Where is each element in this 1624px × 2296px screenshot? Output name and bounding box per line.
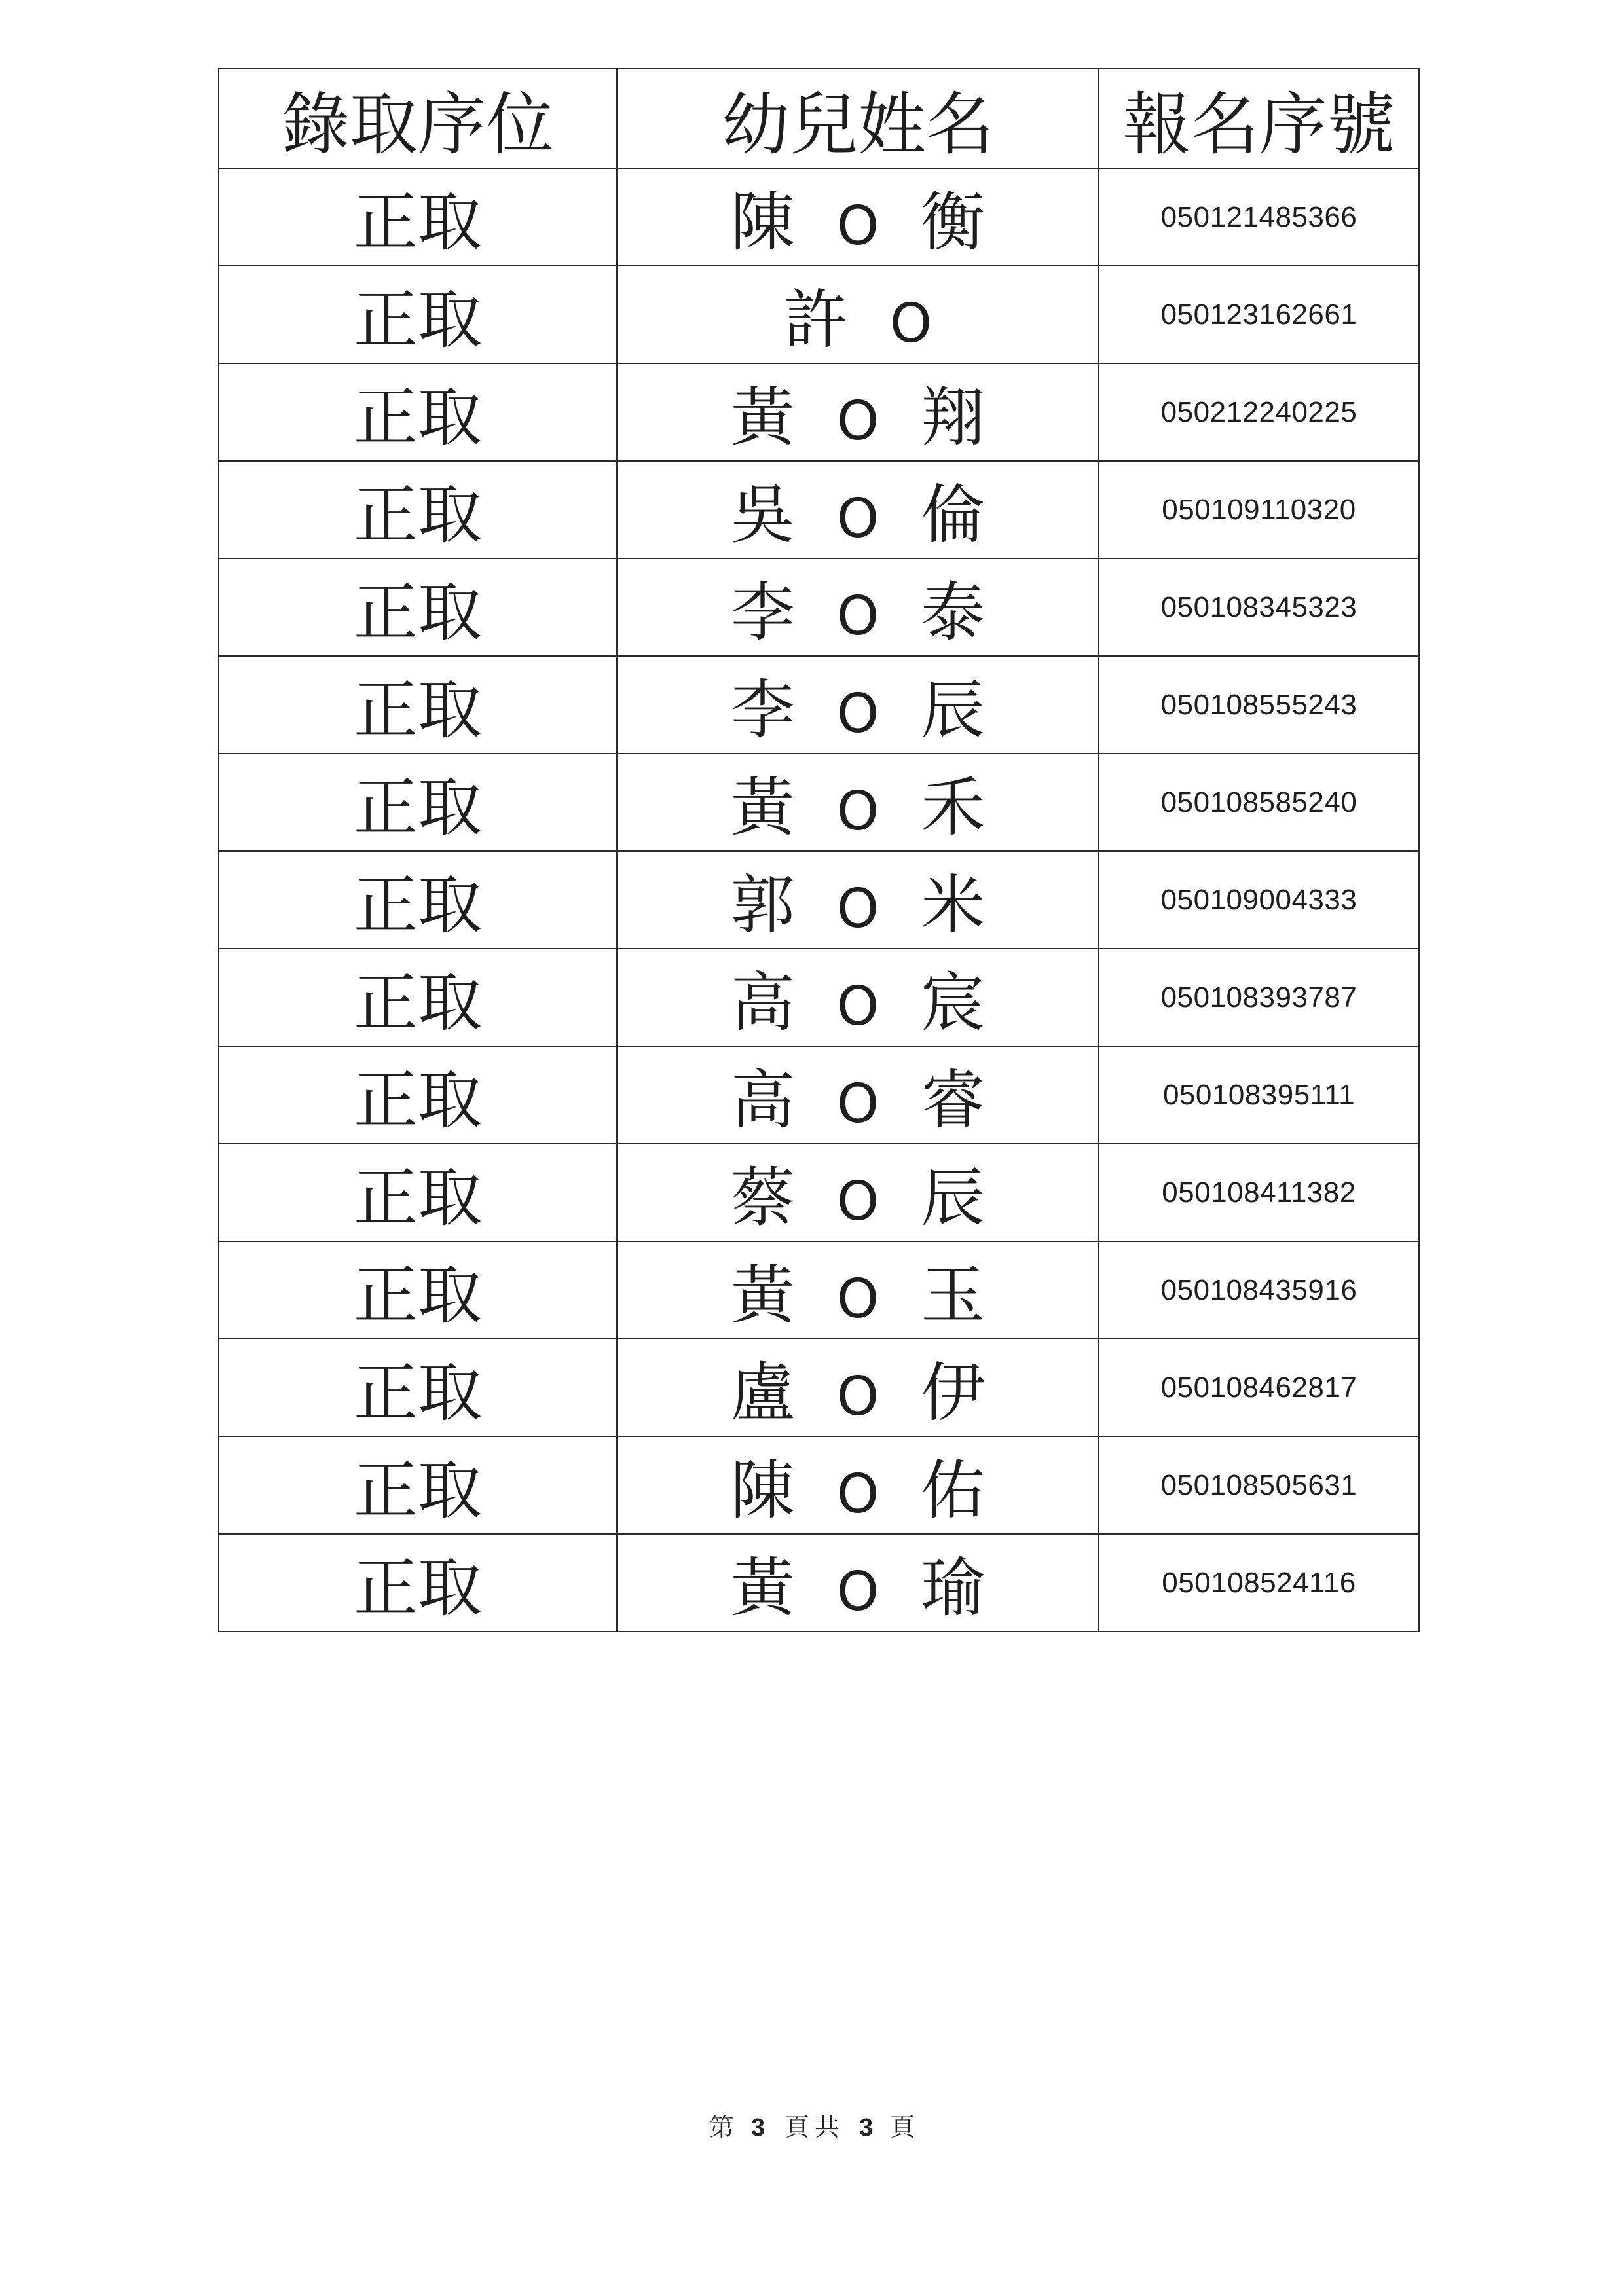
footer-page-number: 3	[750, 2114, 765, 2141]
registration-number-cell: 050109004333	[1099, 851, 1419, 949]
admission-rank-cell: 正取	[219, 1046, 617, 1144]
table-row	[219, 1436, 1419, 1534]
registration-number-cell: 050108435916	[1099, 1241, 1419, 1339]
child-given-name: 瑜	[921, 1551, 986, 1626]
child-given-name: 禾	[921, 771, 986, 845]
child-name-cell	[617, 1144, 1099, 1241]
child-name-cell	[617, 461, 1099, 558]
child-given-name: 翔	[921, 380, 986, 455]
child-name-mask: O	[836, 1171, 879, 1233]
child-name-mask: O	[836, 195, 879, 257]
child-name-mask: O	[836, 1073, 879, 1135]
child-given-name: 泰	[921, 575, 986, 650]
table-row	[219, 754, 1419, 851]
admission-rank-cell: 正取	[219, 656, 617, 754]
child-name-mask: O	[836, 683, 879, 745]
child-surname: 郭	[730, 868, 795, 943]
child-name-cell	[617, 1436, 1099, 1534]
child-surname: 李	[730, 575, 795, 650]
registration-number-cell: 050108555243	[1099, 656, 1419, 754]
table-row	[219, 1339, 1419, 1436]
table-row	[219, 363, 1419, 461]
child-name-cell	[617, 1534, 1099, 1631]
child-name-cell	[617, 363, 1099, 461]
child-given-name: 伊	[921, 1356, 986, 1430]
registration-number-cell: 050108411382	[1099, 1144, 1419, 1241]
registration-number-cell: 050108345323	[1099, 558, 1419, 656]
registration-number-cell: 050108393787	[1099, 949, 1419, 1046]
child-surname: 李	[730, 673, 795, 748]
admission-rank-cell: 正取	[219, 266, 617, 363]
registration-number-cell: 050109110320	[1099, 461, 1419, 558]
footer-total-pages: 3	[859, 2114, 874, 2141]
child-surname: 黃	[730, 771, 795, 845]
footer-prefix: 第	[709, 2113, 734, 2141]
table-row	[219, 266, 1419, 363]
child-surname: 黃	[730, 1258, 795, 1333]
child-given-name: 衡	[921, 185, 986, 260]
child-given-name: 倫	[921, 478, 986, 553]
registration-number-cell: 050108395111	[1099, 1046, 1419, 1144]
header-admission-rank: 錄取序位	[219, 69, 617, 168]
registration-number-cell: 050123162661	[1099, 266, 1419, 363]
child-surname: 高	[730, 1063, 795, 1138]
table-row	[219, 949, 1419, 1046]
child-name-cell	[617, 949, 1099, 1046]
table-row	[219, 1241, 1419, 1339]
registration-number-cell: 050108524116	[1099, 1534, 1419, 1631]
child-name-mask: O	[836, 585, 879, 647]
admission-rank-cell: 正取	[219, 168, 617, 266]
child-surname: 蔡	[730, 1161, 795, 1235]
footer-page-word: 頁	[784, 2113, 809, 2141]
child-given-name: 玉	[921, 1258, 986, 1333]
table-row	[219, 851, 1419, 949]
registration-number-cell: 050108505631	[1099, 1436, 1419, 1534]
table-row	[219, 1534, 1419, 1631]
table-row	[219, 656, 1419, 754]
admission-rank-cell: 正取	[219, 1339, 617, 1436]
child-surname: 吳	[730, 478, 795, 553]
child-name-mask: O	[889, 293, 932, 355]
child-given-name: 米	[921, 868, 986, 943]
admission-table	[218, 68, 1420, 1632]
child-name-mask: O	[836, 1463, 879, 1525]
child-given-name: 辰	[921, 673, 986, 748]
admission-rank-cell: 正取	[219, 1436, 617, 1534]
admission-rank-cell: 正取	[219, 363, 617, 461]
admission-rank-cell: 正取	[219, 558, 617, 656]
child-name-cell	[617, 656, 1099, 754]
child-name-mask: O	[836, 975, 879, 1038]
footer-total-word: 共	[815, 2113, 840, 2141]
admission-rank-cell: 正取	[219, 851, 617, 949]
child-name-cell	[617, 168, 1099, 266]
child-surname: 黃	[730, 1551, 795, 1626]
child-name-cell	[617, 266, 1099, 363]
child-surname: 陳	[730, 185, 795, 260]
child-name-mask: O	[836, 780, 879, 843]
table-body	[219, 168, 1419, 1631]
child-name-cell	[617, 851, 1099, 949]
footer-suffix: 頁	[890, 2113, 915, 2141]
admission-rank-cell: 正取	[219, 754, 617, 851]
child-name-cell	[617, 1339, 1099, 1436]
registration-number-cell: 050212240225	[1099, 363, 1419, 461]
table-row	[219, 1046, 1419, 1144]
child-given-name: 宸	[921, 966, 986, 1040]
child-given-name: 辰	[921, 1161, 986, 1235]
child-name-mask: O	[836, 1366, 879, 1428]
registration-number-cell: 050121485366	[1099, 168, 1419, 266]
child-surname: 高	[730, 966, 795, 1040]
child-given-name: 睿	[921, 1063, 986, 1138]
admission-rank-cell: 正取	[219, 461, 617, 558]
child-surname: 黃	[730, 380, 795, 455]
admission-rank-cell: 正取	[219, 1241, 617, 1339]
child-surname: 陳	[730, 1453, 795, 1528]
table-header-row	[219, 69, 1419, 168]
child-name-mask: O	[836, 878, 879, 940]
registration-number-cell: 050108585240	[1099, 754, 1419, 851]
table-row	[219, 461, 1419, 558]
table-row	[219, 168, 1419, 266]
child-name-mask: O	[836, 390, 879, 452]
child-given-name: 佑	[921, 1453, 986, 1528]
child-name-mask: O	[836, 1268, 879, 1330]
child-name-cell	[617, 558, 1099, 656]
header-registration-number: 報名序號	[1099, 69, 1419, 168]
child-surname: 許	[783, 283, 848, 357]
header-child-name: 幼兒姓名	[617, 69, 1099, 168]
child-name-cell	[617, 1046, 1099, 1144]
table-row	[219, 1144, 1419, 1241]
admission-rank-cell: 正取	[219, 1534, 617, 1631]
registration-number-cell: 050108462817	[1099, 1339, 1419, 1436]
child-name-cell	[617, 1241, 1099, 1339]
child-name-mask: O	[836, 488, 879, 550]
page-footer	[0, 2107, 1624, 2143]
child-surname: 盧	[730, 1356, 795, 1430]
child-name-mask: O	[836, 1561, 879, 1623]
child-name-cell	[617, 754, 1099, 851]
admission-rank-cell: 正取	[219, 949, 617, 1046]
admission-rank-cell: 正取	[219, 1144, 617, 1241]
table-row	[219, 558, 1419, 656]
